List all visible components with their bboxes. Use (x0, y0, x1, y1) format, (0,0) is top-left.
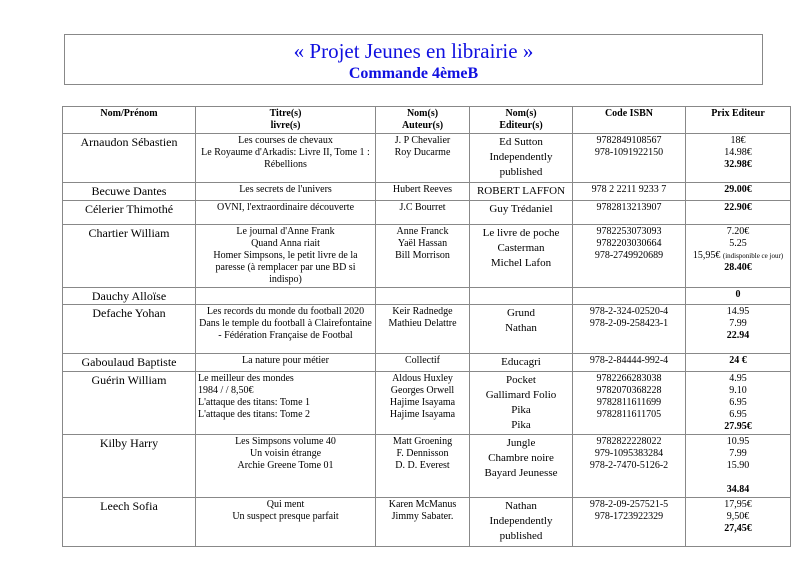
student-name: Dauchy Alloïse (91, 289, 167, 303)
price-total: 22.94 (726, 330, 750, 341)
isbn-line: 978-2-09-257521-5 (589, 499, 669, 510)
title-line: Quand Anna riait (251, 238, 320, 249)
price-value: 6.95 (729, 409, 747, 420)
publisher-line: Bayard Jeunesse (484, 467, 558, 479)
title-line: OVNI, l'extraordinaire découverte (216, 202, 355, 213)
titles-cell (196, 183, 376, 201)
isbn-line: 978-2-324-02520-4 (589, 306, 669, 317)
price-line (688, 147, 788, 159)
price-value: 9.10 (729, 385, 747, 396)
publisher-line: Le livre de poche (482, 227, 560, 239)
student-name-cell (63, 134, 196, 183)
author-line: F. Dennisson (396, 448, 449, 459)
author-line: Hubert Reeves (392, 184, 453, 195)
document-subtitle: Commande 4èmeB (348, 65, 479, 82)
publisher-line: Chambre noire (488, 452, 554, 464)
titles-cell (196, 134, 376, 183)
publisher-line: Educagri (501, 356, 541, 368)
price-line (688, 306, 788, 318)
title-line: Un voisin étrange (249, 448, 322, 459)
price-value: 7.20€ (726, 226, 750, 237)
authors-cell (376, 201, 470, 225)
student-name-cell (63, 288, 196, 305)
price-value: 15,95€ (692, 250, 721, 261)
price-cell (686, 201, 791, 225)
price-cell (686, 183, 791, 201)
authors-cell (376, 288, 470, 305)
student-name-cell (63, 498, 196, 547)
publishers-cell (470, 498, 573, 547)
student-name-cell (63, 201, 196, 225)
isbn-line: 9782811611699 (596, 397, 662, 408)
title-line: L'attaque des titans: Tome 2 (198, 409, 311, 420)
price-line (688, 409, 788, 421)
table-header-row (63, 107, 791, 134)
author-line: Aldous Huxley (392, 373, 453, 384)
publisher-line: ROBERT LAFFON (476, 185, 566, 197)
author-line: Jimmy Sabater. (391, 511, 454, 522)
price-total: 27,45€ (724, 523, 752, 534)
titles-cell (196, 288, 376, 305)
student-name-cell (63, 225, 196, 288)
isbn-line: 978 2 2211 9233 7 (591, 184, 667, 195)
student-name: Arnaudon Sébastien (80, 135, 178, 149)
table-row (63, 354, 791, 372)
price-cell (686, 288, 791, 305)
author-line: J.C Bourret (399, 202, 446, 213)
price-line (688, 135, 788, 147)
publishers-cell (470, 435, 573, 498)
table-row (63, 183, 791, 201)
isbn-line: 9782822228022 (596, 436, 662, 447)
price-value: 7.99 (729, 318, 747, 329)
price-line (688, 397, 788, 409)
student-name-cell (63, 372, 196, 435)
column-header: Nom(s) Editeur(s) (470, 107, 573, 134)
column-header: Nom/Prénom (63, 107, 196, 134)
price-cell (686, 134, 791, 183)
titles-cell (196, 498, 376, 547)
table-row (63, 134, 791, 183)
price-total: 27.95€ (724, 421, 752, 432)
titles-cell (196, 435, 376, 498)
price-value: 17,95€ (724, 499, 752, 510)
publisher-line: Independently published (489, 151, 556, 178)
title-line: Les Simpsons volume 40 (235, 436, 336, 447)
authors-cell (376, 134, 470, 183)
isbn-cell (573, 305, 686, 354)
price-total: 32.98€ (724, 159, 752, 170)
price-value: 5.25 (729, 238, 747, 249)
table-row (63, 372, 791, 435)
table-row (63, 435, 791, 498)
publisher-line: Gallimard Folio (485, 389, 557, 401)
price-value: 4.95 (729, 373, 747, 384)
author-line: D. D. Everest (395, 460, 450, 471)
title-line: Homer Simpsons, le petit livre de la paresse (à remplacer par une BD si indispo) (213, 250, 361, 285)
column-header: Prix Editeur (686, 107, 791, 134)
table-row (63, 225, 791, 288)
publishers-cell (470, 354, 573, 372)
isbn-line: 978-2-09-258423-1 (589, 318, 669, 329)
title-line: Les secrets de l'univers (239, 184, 332, 195)
isbn-line: 978-2749920689 (594, 250, 664, 261)
title-line: Les courses de chevaux (238, 135, 333, 146)
student-name: Becuwe Dantes (91, 184, 167, 198)
publishers-cell (470, 225, 573, 288)
document-title-box (64, 34, 763, 85)
price-line (688, 238, 788, 250)
student-name: Célerier Thimothé (84, 202, 174, 216)
isbn-cell (573, 134, 686, 183)
publisher-line: Casterman (497, 242, 545, 254)
publisher-line: Pika (511, 404, 531, 416)
price-line (688, 511, 788, 523)
column-header: Titre(s) livre(s) (196, 107, 376, 134)
titles-cell (196, 354, 376, 372)
authors-cell (376, 305, 470, 354)
isbn-line: 9782811611705 (596, 409, 662, 420)
publisher-line: Guy Trédaniel (489, 203, 553, 215)
title-line: L'attaque des titans: Tome 1 (198, 397, 311, 408)
student-name: Guérin William (91, 373, 167, 387)
author-line: Hajime Isayama (389, 397, 456, 408)
title-line: La nature pour métier (242, 355, 329, 366)
price-line (688, 318, 788, 330)
authors-cell (376, 435, 470, 498)
publishers-cell (470, 134, 573, 183)
price-total: 0 (735, 289, 741, 300)
titles-cell (196, 372, 376, 435)
title-line: Un suspect presque parfait (232, 511, 339, 522)
publisher-line: Michel Lafon (490, 257, 552, 269)
authors-cell (376, 372, 470, 435)
price-cell (686, 435, 791, 498)
isbn-cell (573, 225, 686, 288)
author-line: Mathieu Delattre (388, 318, 457, 329)
student-name-cell (63, 305, 196, 354)
publishers-cell (470, 372, 573, 435)
price-line (688, 250, 788, 262)
column-header: Code ISBN (573, 107, 686, 134)
publishers-cell (470, 183, 573, 201)
isbn-line: 978-2-84444-992-4 (589, 355, 669, 366)
price-cell (686, 498, 791, 547)
student-name-cell (63, 354, 196, 372)
publisher-line: Grund (506, 307, 536, 319)
isbn-cell (573, 354, 686, 372)
isbn-line: 979-1095383284 (594, 448, 664, 459)
price-line (688, 226, 788, 238)
authors-cell (376, 498, 470, 547)
title-line: Dans le temple du football à Clairefontaine - Fédération Française de Footbal (199, 318, 375, 341)
isbn-line: 9782070368228 (596, 385, 662, 396)
author-line: Keir Radnedge (392, 306, 453, 317)
isbn-line: 978-1091922150 (594, 147, 664, 158)
isbn-cell (573, 201, 686, 225)
price-note: (indisponible ce jour) (722, 252, 784, 260)
isbn-cell (573, 183, 686, 201)
price-line (688, 385, 788, 397)
price-total: 29.00€ (724, 184, 752, 195)
title-line: 1984 / / 8,50€ (198, 385, 254, 396)
author-line: Bill Morrison (395, 250, 450, 261)
order-table (62, 106, 791, 547)
student-name: Kilby Harry (99, 436, 159, 450)
price-value: 7.99 (729, 448, 747, 459)
author-line: Anne Franck (396, 226, 449, 237)
price-value: 15.90 (726, 460, 750, 471)
title-line: Qui ment (266, 499, 305, 510)
document-title: « Projet Jeunes en librairie » (293, 39, 534, 63)
price-value: 6.95 (729, 397, 747, 408)
title-line: Le Royaume d'Arkadis: Livre II, Tome 1 : Rébellions (201, 147, 373, 170)
titles-cell (196, 225, 376, 288)
table-row (63, 498, 791, 547)
publisher-line: Pocket (506, 374, 536, 386)
student-name: Defache Yohan (92, 306, 166, 320)
publisher-line: Pika (511, 419, 531, 431)
publisher-line: Independently published (489, 515, 556, 542)
author-line: Matt Groening (392, 436, 453, 447)
price-value: 14.95 (726, 306, 750, 317)
table-row (63, 288, 791, 305)
price-value: 9,50€ (726, 511, 750, 522)
price-total: 24 € (729, 355, 747, 366)
price-cell (686, 372, 791, 435)
author-line: Karen McManus (388, 499, 457, 510)
price-line (688, 373, 788, 385)
publisher-line: Nathan (505, 322, 537, 334)
isbn-cell (573, 435, 686, 498)
student-name: Gaboulaud Baptiste (81, 355, 177, 369)
student-name-cell (63, 183, 196, 201)
publishers-cell (470, 288, 573, 305)
isbn-line: 9782203030664 (596, 238, 662, 249)
authors-cell (376, 225, 470, 288)
isbn-line: 978-2-7470-5126-2 (589, 460, 669, 471)
price-value: 18€ (730, 135, 746, 146)
isbn-line: 9782253073093 (596, 226, 662, 237)
author-line: Roy Ducarme (394, 147, 451, 158)
author-line: J. P Chevalier (394, 135, 451, 146)
student-name-cell (63, 435, 196, 498)
isbn-line: 9782266283038 (596, 373, 662, 384)
column-header: Nom(s) Auteur(s) (376, 107, 470, 134)
isbn-line: 9782813213907 (596, 202, 662, 213)
isbn-cell (573, 498, 686, 547)
price-value: 14.98€ (724, 147, 752, 158)
title-line: Le journal d'Anne Frank (236, 226, 335, 237)
author-line: Hajime Isayama (389, 409, 456, 420)
publisher-line: Ed Sutton (499, 136, 543, 148)
price-cell (686, 305, 791, 354)
publishers-cell (470, 305, 573, 354)
price-line (688, 499, 788, 511)
title-line: Le meilleur des mondes (198, 373, 294, 384)
author-line: Collectif (405, 355, 440, 366)
isbn-cell (573, 288, 686, 305)
student-name: Leech Sofia (100, 499, 158, 513)
price-total: 34.84 (726, 484, 750, 495)
price-total: 22.90€ (724, 202, 752, 213)
titles-cell (196, 305, 376, 354)
publishers-cell (470, 201, 573, 225)
student-name: Chartier William (88, 226, 170, 240)
title-line: Les records du monde du football 2020 (206, 306, 365, 317)
price-line (688, 472, 788, 484)
price-line (688, 436, 788, 448)
author-line: Georges Orwell (390, 385, 455, 396)
isbn-cell (573, 372, 686, 435)
isbn-line: 978-1723922329 (594, 511, 664, 522)
price-value: 10.95 (726, 436, 750, 447)
table-row (63, 305, 791, 354)
authors-cell (376, 183, 470, 201)
price-cell (686, 225, 791, 288)
price-total: 28.40€ (724, 262, 752, 273)
publisher-line: Jungle (506, 437, 536, 449)
title-line: Archie Greene Tome 01 (237, 460, 334, 471)
table-row (63, 201, 791, 225)
publisher-line: Nathan (505, 500, 537, 512)
price-line (688, 460, 788, 472)
authors-cell (376, 354, 470, 372)
titles-cell (196, 201, 376, 225)
isbn-line: 9782849108567 (596, 135, 662, 146)
price-line (688, 448, 788, 460)
price-cell (686, 354, 791, 372)
author-line: Yaël Hassan (397, 238, 448, 249)
